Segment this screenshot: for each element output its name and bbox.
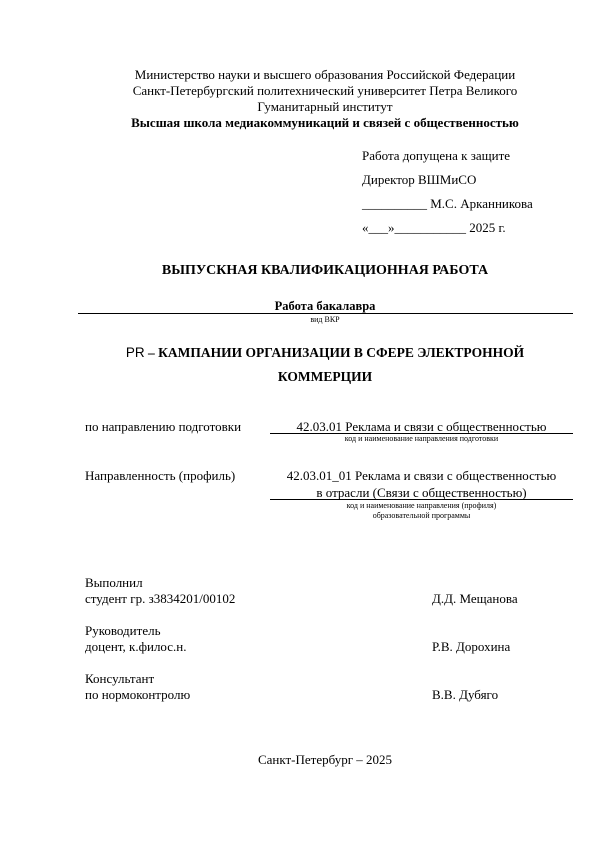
work-type-caption: вид ВКР [310, 315, 340, 324]
profile-value-line-1: 42.03.01_01 Реклама и связи с общественностью [286, 468, 557, 483]
work-type-value: Работа бакалавра [274, 299, 376, 313]
approval-line-2: Директор ВШМиСО [362, 172, 477, 187]
supervisor-position: доцент, к.филос.н. [85, 639, 187, 654]
profile-value-line-2: в отрасли (Связи с общественностью) [316, 485, 527, 500]
consultant-name: В.В. Дубяго [432, 687, 499, 702]
school-line: Высшая школа медиакоммуникаций и связей с общественностью [131, 115, 519, 130]
profile-label: Направленность (профиль) [85, 468, 236, 483]
performer-group: студент гр. з3834201/00102 [85, 591, 236, 606]
topic-line-2: КОММЕРЦИИ [277, 369, 373, 384]
topic-line-1 [0, 344, 595, 362]
profile-caption-line-1: код и наименование направления (профиля) [346, 501, 497, 510]
institute-line: Гуманитарный институт [257, 99, 393, 114]
document-title: ВЫПУСКНАЯ КВАЛИФИКАЦИОННАЯ РАБОТА [161, 263, 489, 278]
approval-line-1: Работа допущена к защите [362, 148, 511, 163]
approval-line-4: «___»___________ 2025 г. [362, 220, 506, 235]
profile-underline [270, 499, 573, 500]
university-line: Санкт-Петербургский политехнический университет Петра Великого [132, 83, 518, 98]
consultant-role: Консультант [85, 671, 155, 686]
consultant-position: по нормоконтролю [85, 687, 191, 702]
topic-prefix: PR [125, 345, 145, 360]
direction-caption: код и наименование направления подготовки [344, 434, 499, 443]
work-type-underline [78, 313, 573, 314]
performer-role: Выполнил [85, 575, 143, 590]
city-year: Санкт-Петербург – 2025 [257, 752, 393, 767]
supervisor-role: Руководитель [85, 623, 161, 638]
direction-label: по направлению подготовки [85, 419, 242, 434]
profile-caption-line-2: образовательной программы [372, 511, 471, 520]
performer-name: Д.Д. Мещанова [432, 591, 518, 606]
supervisor-name: Р.В. Дорохина [432, 639, 511, 654]
ministry-line: Министерство науки и высшего образования Российской Федерации [134, 67, 516, 82]
topic-line-1-text: – КАМПАНИИ ОРГАНИЗАЦИИ В СФЕРЕ ЭЛЕКТРОННОЙ [144, 345, 525, 360]
approval-line-3: __________ М.С. Арканникова [362, 196, 533, 211]
direction-value: 42.03.01 Реклама и связи с общественностью [296, 419, 547, 434]
